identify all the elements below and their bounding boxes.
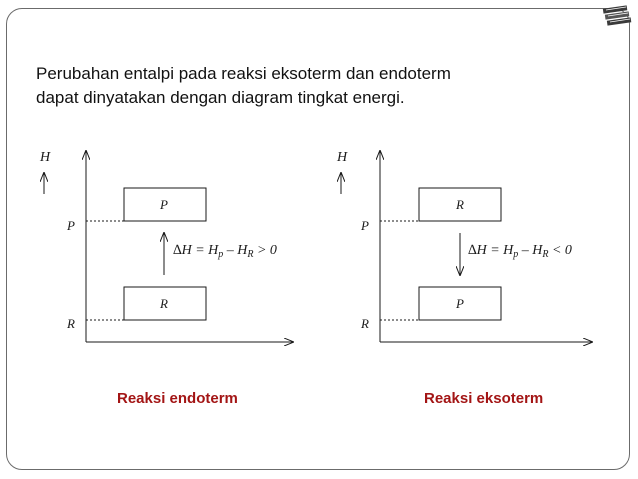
eksoterm-equation: $\Delta H = H_p - H_R < 0$ <box>468 243 572 260</box>
endoterm-bottom-box-label: R <box>160 296 168 311</box>
eksoterm-top-box-label: R <box>456 197 464 212</box>
eksoterm-diagram <box>336 150 592 342</box>
endoterm-axis-label: H <box>40 150 51 165</box>
eksoterm-level-low-label: R <box>361 316 369 331</box>
intro-line-1: Perubahan entalpi pada reaksi eksoterm dan endoterm <box>36 64 451 83</box>
endoterm-equation: $\Delta H = H_p - H_R > 0$ <box>173 243 277 260</box>
eksoterm-caption: Reaksi eksoterm <box>424 390 544 407</box>
eksoterm-axis-label: H <box>337 150 348 165</box>
endoterm-diagram <box>39 150 293 342</box>
endoterm-level-high-label: P <box>67 218 75 233</box>
endoterm-level-low-label: R <box>67 316 75 331</box>
eksoterm-level-high-label: P <box>361 218 369 233</box>
eksoterm-bottom-box-label: P <box>456 296 464 311</box>
intro-line-2: dapat dinyatakan dengan diagram tingkat energi. <box>36 88 405 107</box>
endoterm-top-box-label: P <box>160 197 168 212</box>
endoterm-caption: Reaksi endoterm <box>117 390 238 407</box>
